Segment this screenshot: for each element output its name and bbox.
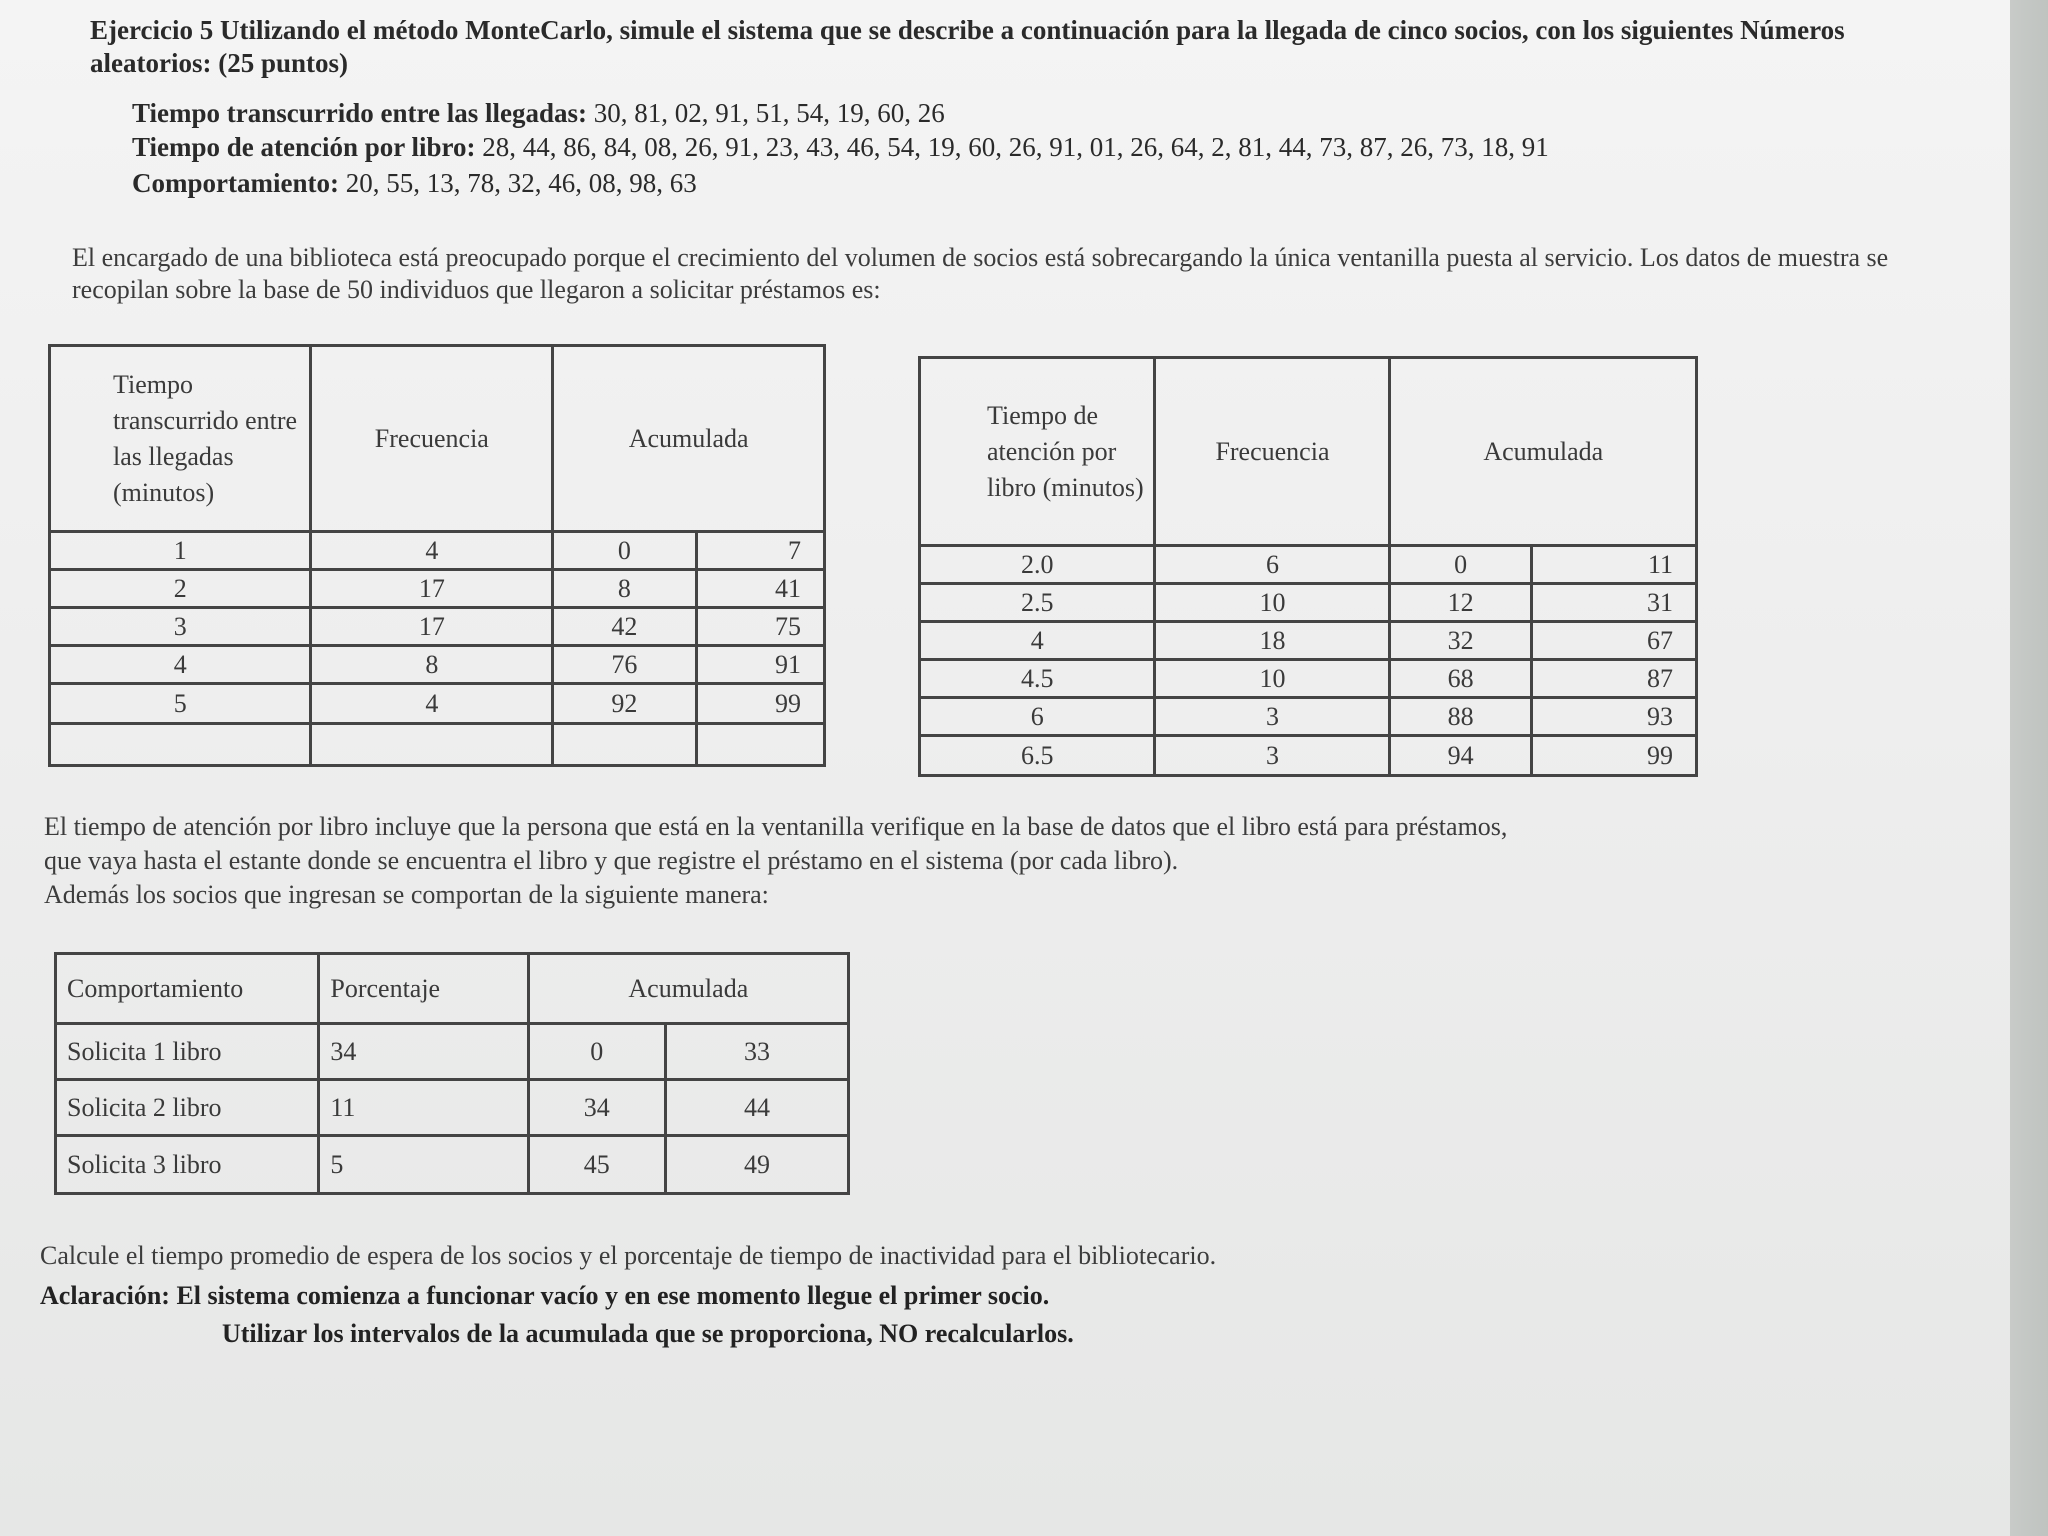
table-cell: 75 bbox=[696, 608, 825, 646]
table-cell: 5 bbox=[319, 1136, 528, 1194]
exercise-title: Ejercicio 5 Utilizando el método MonteCarlo, simule el sistema que se describe a continuación para la llegada de cinco socios, con los siguientes Números aleatorios: (25 puntos) bbox=[90, 15, 1845, 78]
table-cell: 11 bbox=[1531, 546, 1696, 584]
table-cell: 6 bbox=[920, 698, 1155, 736]
middle-paragraph bbox=[44, 810, 1994, 912]
table-cell: 4 bbox=[311, 532, 553, 570]
table-row bbox=[50, 684, 825, 724]
table-cell: 6 bbox=[1155, 546, 1390, 584]
table-cell: 12 bbox=[1390, 584, 1531, 622]
middle-line-2: que vaya hasta el estante donde se encuentra el libro y que registre el préstamo en el sistema (por cada libro). bbox=[44, 846, 1179, 875]
table-row bbox=[56, 1080, 849, 1136]
table-cell: 10 bbox=[1155, 584, 1390, 622]
table-cell: 2.0 bbox=[920, 546, 1155, 584]
arrival-time-table bbox=[48, 344, 826, 767]
service-header-frequency: Frecuencia bbox=[1155, 358, 1390, 546]
table-cell: 4 bbox=[920, 622, 1155, 660]
behavior-header-percent: Porcentaje bbox=[319, 954, 528, 1024]
table-row bbox=[50, 608, 825, 646]
table-cell: 8 bbox=[311, 646, 553, 684]
note-label: Aclaración: bbox=[40, 1281, 170, 1310]
behavior-random-label: Comportamiento: bbox=[132, 168, 339, 198]
service-random-label: Tiempo de atención por libro: bbox=[132, 132, 476, 162]
table-cell: 7 bbox=[696, 532, 825, 570]
table-row bbox=[920, 622, 1697, 660]
service-random-line bbox=[132, 130, 1549, 164]
behavior-header-type: Comportamiento bbox=[56, 954, 319, 1024]
table-cell: 6.5 bbox=[920, 736, 1155, 776]
table-cell: 18 bbox=[1155, 622, 1390, 660]
table-cell: 94 bbox=[1390, 736, 1531, 776]
table-cell: 2 bbox=[50, 570, 311, 608]
table-cell: Solicita 3 libro bbox=[56, 1136, 319, 1194]
table-row bbox=[50, 532, 825, 570]
table-cell: 34 bbox=[528, 1080, 665, 1136]
table-cell: 45 bbox=[528, 1136, 665, 1194]
arrivals-random-label: Tiempo transcurrido entre las llegadas: bbox=[132, 98, 587, 128]
table-cell: 91 bbox=[696, 646, 825, 684]
table-cell: 87 bbox=[1531, 660, 1696, 698]
table-cell: 93 bbox=[1531, 698, 1696, 736]
arrival-header-cumulative: Acumulada bbox=[553, 346, 825, 532]
table-cell: 44 bbox=[665, 1080, 848, 1136]
table-cell: 92 bbox=[553, 684, 696, 724]
table-cell: 31 bbox=[1531, 584, 1696, 622]
behavior-random-values: 20, 55, 13, 78, 32, 46, 08, 98, 63 bbox=[345, 168, 697, 198]
behavior-header-cumulative: Acumulada bbox=[528, 954, 848, 1024]
middle-line-3: Además los socios que ingresan se comportan de la siguiente manera: bbox=[44, 880, 769, 909]
note-line bbox=[40, 1280, 1940, 1312]
table-cell: 49 bbox=[665, 1136, 848, 1194]
table-cell: 11 bbox=[319, 1080, 528, 1136]
table-cell: 17 bbox=[311, 570, 553, 608]
table-row bbox=[56, 1136, 849, 1194]
table-cell: 99 bbox=[1531, 736, 1696, 776]
service-header-time: Tiempo de atención por libro (minutos) bbox=[920, 358, 1155, 546]
intro-paragraph: El encargado de una biblioteca está preocupado porque el crecimiento del volumen de socios está sobrecargando la única ventanilla puesta al servicio. Los datos de muestra se recopilan sobre la base de 50 individuos que llegaron a solicitar préstamos es: bbox=[72, 243, 1889, 304]
service-time-table bbox=[918, 356, 1698, 777]
table-cell: 2.5 bbox=[920, 584, 1155, 622]
arrival-header-time: Tiempo transcurrido entre las llegadas (minutos) bbox=[50, 346, 311, 532]
service-random-values: 28, 44, 86, 84, 08, 26, 91, 23, 43, 46, 54, 19, 60, 26, 91, 01, 26, 64, 2, 81, 44, 73, 87, 26, 73, 18, 91 bbox=[482, 132, 1549, 162]
table-cell: 17 bbox=[311, 608, 553, 646]
table-cell: 68 bbox=[1390, 660, 1531, 698]
table-cell: Solicita 1 libro bbox=[56, 1024, 319, 1080]
table-cell: 34 bbox=[319, 1024, 528, 1080]
question-text: Calcule el tiempo promedio de espera de los socios y el porcentaje de tiempo de inactividad para el bibliotecario. bbox=[40, 1241, 1217, 1270]
table-cell: 3 bbox=[1155, 698, 1390, 736]
arrivals-random-line bbox=[132, 96, 945, 130]
behavior-table bbox=[54, 952, 850, 1195]
table-cell: 33 bbox=[665, 1024, 848, 1080]
table-cell: 5 bbox=[50, 684, 311, 724]
table-cell: Solicita 2 libro bbox=[56, 1080, 319, 1136]
table-row bbox=[920, 660, 1697, 698]
table-cell: 1 bbox=[50, 532, 311, 570]
table-cell: 3 bbox=[50, 608, 311, 646]
middle-line-1: El tiempo de atención por libro incluye que la persona que está en la ventanilla verifique en la base de datos que el libro está para préstamos, bbox=[44, 812, 1508, 841]
table-row bbox=[920, 698, 1697, 736]
table-cell bbox=[696, 724, 825, 766]
table-row bbox=[920, 546, 1697, 584]
table-cell: 4 bbox=[311, 684, 553, 724]
table-row bbox=[50, 570, 825, 608]
table-cell: 3 bbox=[1155, 736, 1390, 776]
behavior-random-line bbox=[132, 166, 697, 200]
desk-edge bbox=[2010, 0, 2048, 1536]
table-cell: 88 bbox=[1390, 698, 1531, 736]
note-text: El sistema comienza a funcionar vacío y en ese momento llegue el primer socio. bbox=[176, 1281, 1050, 1310]
service-header-cumulative: Acumulada bbox=[1390, 358, 1697, 546]
arrival-header-frequency: Frecuencia bbox=[311, 346, 553, 532]
table-row bbox=[56, 1024, 849, 1080]
table-cell bbox=[553, 724, 696, 766]
table-cell: 42 bbox=[553, 608, 696, 646]
table-cell: 76 bbox=[553, 646, 696, 684]
table-cell: 10 bbox=[1155, 660, 1390, 698]
table-cell: 8 bbox=[553, 570, 696, 608]
table-cell: 41 bbox=[696, 570, 825, 608]
table-row bbox=[920, 736, 1697, 776]
table-cell bbox=[50, 724, 311, 766]
table-cell: 0 bbox=[528, 1024, 665, 1080]
table-cell: 4.5 bbox=[920, 660, 1155, 698]
table-cell: 0 bbox=[553, 532, 696, 570]
table-cell: 99 bbox=[696, 684, 825, 724]
table-row bbox=[920, 584, 1697, 622]
table-cell: 0 bbox=[1390, 546, 1531, 584]
table-row-empty bbox=[50, 724, 825, 766]
table-cell: 4 bbox=[50, 646, 311, 684]
table-cell: 32 bbox=[1390, 622, 1531, 660]
arrivals-random-values: 30, 81, 02, 91, 51, 54, 19, 60, 26 bbox=[593, 98, 945, 128]
table-row bbox=[50, 646, 825, 684]
note-line-2: Utilizar los intervalos de la acumulada que se proporciona, NO recalcularlos. bbox=[222, 1319, 1074, 1348]
table-cell bbox=[311, 724, 553, 766]
table-cell: 67 bbox=[1531, 622, 1696, 660]
